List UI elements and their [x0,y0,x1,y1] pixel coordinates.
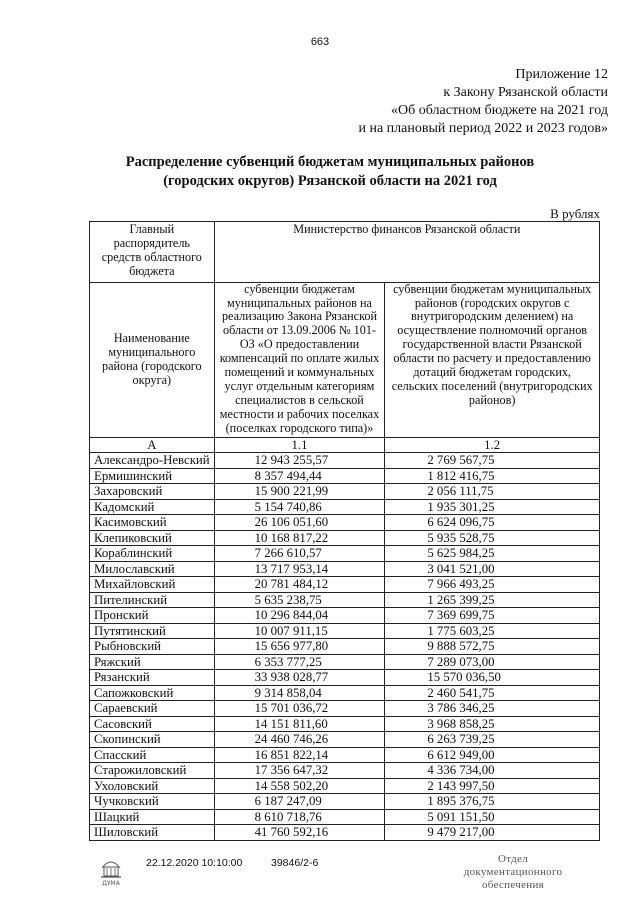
value-col-1: 14 558 502,20 [214,778,385,794]
table-row [90,716,600,732]
district-name: Чучковский [90,794,215,810]
value-col-1: 26 106 051,60 [214,515,385,531]
value-col-2: 1 775 603,25 [385,623,600,639]
value-col-2: 9 479 217,00 [385,825,600,841]
value-col-2: 3 786 346,25 [385,701,600,717]
header-row-distributor [90,222,600,283]
value-col-1: 41 760 592,16 [214,825,385,841]
value-col-1: 20 781 484,12 [214,577,385,593]
table-row [90,685,600,701]
district-name: Спасский [90,747,215,763]
value-col-2: 1 935 301,25 [385,499,600,515]
ministry-name: Министерство финансов Рязанской области [214,222,599,283]
value-col-2: 5 935 528,75 [385,530,600,546]
table-row [90,763,600,779]
column-1-header: субвенции бюджетам муниципальных районов на реализацию Закона Рязанской области от 13.09.2006 № 101-ОЗ «О предоставлении компенсаций по оплате жилых помещений и коммунальных услуг отдельным категориям специалистов в сельской местности и рабочих поселках (поселках городского типа)» [214,282,385,437]
value-col-2: 7 369 699,75 [385,608,600,624]
value-col-1: 5 635 238,75 [214,592,385,608]
table-row [90,515,600,531]
page-footer [0,850,640,905]
appendix-line: Приложение 12 [515,67,608,82]
table-row [90,499,600,515]
value-col-1: 10 007 911,15 [214,623,385,639]
logo-text: ДУМА [102,880,120,887]
page-number: 663 [310,36,330,48]
header-row-codes [90,437,600,453]
value-col-2: 2 460 541,75 [385,685,600,701]
district-name: Кораблинский [90,546,215,562]
table-row [90,732,600,748]
code-a: А [90,437,215,453]
district-name: Михайловский [90,577,215,593]
value-col-2: 15 570 036,50 [385,670,600,686]
table-row [90,809,600,825]
value-col-1: 16 851 822,14 [214,747,385,763]
value-col-1: 8 610 718,76 [214,809,385,825]
department-stamp [450,853,576,892]
table-row [90,561,600,577]
value-col-2: 1 895 376,75 [385,794,600,810]
district-name: Старожиловский [90,763,215,779]
district-name: Пителинский [90,592,215,608]
value-col-2: 3 968 858,25 [385,716,600,732]
name-column-header: Наименование муниципального района (городского округа) [90,282,215,437]
value-col-1: 6 187 247,09 [214,794,385,810]
subventions-table [89,221,600,841]
value-col-1: 15 701 036,72 [214,701,385,717]
value-col-1: 13 717 953,14 [214,561,385,577]
table-row [90,701,600,717]
value-col-2: 6 612 949,00 [385,747,600,763]
table-row [90,546,600,562]
value-col-1: 8 357 494,44 [214,468,385,484]
value-col-1: 6 353 777,25 [214,654,385,670]
table-row [90,794,600,810]
value-col-1: 10 168 817,22 [214,530,385,546]
appendix-header [358,66,608,138]
appendix-line: к Закону Рязанской области [443,85,608,100]
district-name: Ермишинский [90,468,215,484]
district-name: Сараевский [90,701,215,717]
value-col-1: 12 943 255,57 [214,453,385,469]
table-row [90,577,600,593]
table-row [90,530,600,546]
district-name: Милославский [90,561,215,577]
units-label: В рублях [550,206,600,221]
value-col-2: 2 769 567,75 [385,453,600,469]
stamp-line: Отдел документационного [463,853,563,878]
table-row [90,778,600,794]
value-col-2: 4 336 734,00 [385,763,600,779]
district-name: Рязанский [90,670,215,686]
value-col-1: 33 938 028,77 [214,670,385,686]
value-col-1: 7 266 610,57 [214,546,385,562]
district-name: Касимовский [90,515,215,531]
code-1: 1.1 [214,437,385,453]
district-name: Пронский [90,608,215,624]
value-col-2: 7 289 073,00 [385,654,600,670]
column-2-header: субвенции бюджетам муниципальных районов (городских округов с внутригородским делением) на осуществление полномочий органов государственной власти Рязанской области по расчету и предоставлению дотаций бюджетам городских, сельских поселений (внутригородских районов) [385,282,600,437]
title-line: Распределение субвенций бюджетам муниципальных районов [125,154,535,170]
value-col-1: 14 151 811,60 [214,716,385,732]
value-col-1: 17 356 647,32 [214,763,385,779]
value-col-2: 7 966 493,25 [385,577,600,593]
stamp-line: обеспечения [481,879,545,891]
table-row [90,639,600,655]
value-col-1: 15 900 221,99 [214,484,385,500]
value-col-2: 6 263 739,25 [385,732,600,748]
table-row [90,654,600,670]
table-row [90,453,600,469]
district-name: Шиловский [90,825,215,841]
footer-doc-number: 39846/2-6 [271,857,319,869]
table-row [90,468,600,484]
table-row [90,670,600,686]
district-name: Ряжский [90,654,215,670]
district-name: Рыбновский [90,639,215,655]
value-col-2: 2 143 997,50 [385,778,600,794]
table-row [90,623,600,639]
value-col-1: 10 296 844,04 [214,608,385,624]
appendix-line: и на плановый период 2022 и 2023 годов» [358,121,608,136]
value-col-2: 9 888 572,75 [385,639,600,655]
district-name: Клепиковский [90,530,215,546]
value-col-2: 1 812 416,75 [385,468,600,484]
district-name: Путятинский [90,623,215,639]
value-col-2: 2 056 111,75 [385,484,600,500]
value-col-1: 24 460 746,26 [214,732,385,748]
district-name: Ухоловский [90,778,215,794]
value-col-2: 1 265 399,25 [385,592,600,608]
value-col-2: 5 091 151,50 [385,809,600,825]
duma-logo-icon [98,854,124,888]
table-row [90,825,600,841]
district-name: Скопинский [90,732,215,748]
value-col-2: 5 625 984,25 [385,546,600,562]
district-name: Александро-Невский [90,453,215,469]
table-row [90,747,600,763]
district-name: Кадомский [90,499,215,515]
table-row [90,608,600,624]
document-title [60,153,600,191]
table-row [90,592,600,608]
footer-date: 22.12.2020 10:10:00 [146,857,243,869]
value-col-1: 5 154 740,86 [214,499,385,515]
district-name: Сапожковский [90,685,215,701]
distributor-label: Главный распорядитель средств областного бюджета [90,222,215,283]
table-row [90,484,600,500]
value-col-1: 15 656 977,80 [214,639,385,655]
district-name: Захаровский [90,484,215,500]
value-col-2: 6 624 096,75 [385,515,600,531]
value-col-2: 3 041 521,00 [385,561,600,577]
appendix-line: «Об областном бюджете на 2021 год [391,103,608,118]
district-name: Шацкий [90,809,215,825]
code-2: 1.2 [385,437,600,453]
header-row-descriptions [90,282,600,437]
value-col-1: 9 314 858,04 [214,685,385,701]
district-name: Сасовский [90,716,215,732]
title-line: (городских округов) Рязанской области на 2021 год [163,173,497,189]
